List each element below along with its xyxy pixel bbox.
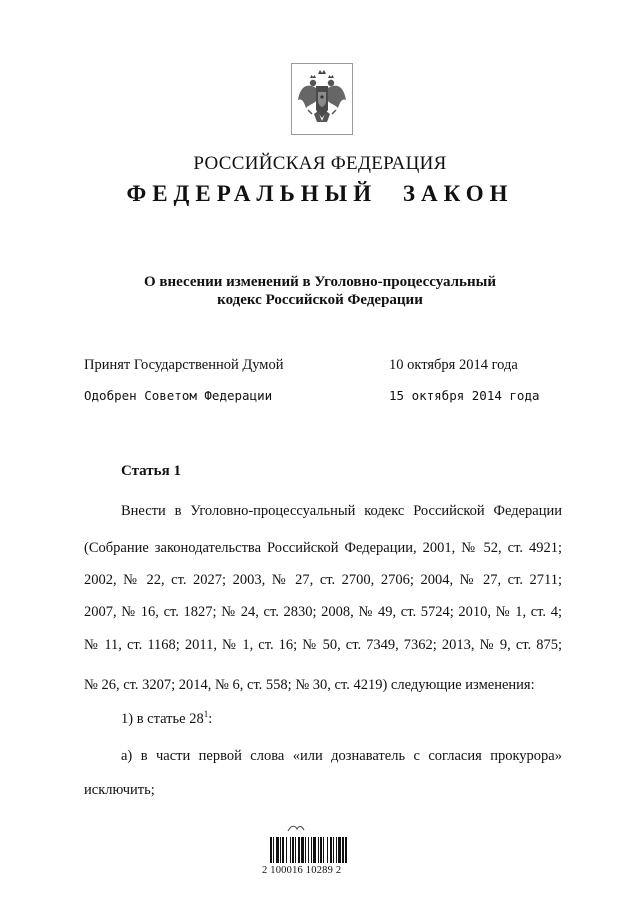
adoption-duma-row bbox=[84, 357, 564, 374]
adoption-label: Принят Государственной Думой bbox=[84, 357, 284, 373]
article-text-line: № 11, ст. 1168; 2011, № 1, ст. 16; № 50, ст. 7349, 7362; 2013, № 9, ст. 875; bbox=[84, 637, 562, 653]
article-text-line: 2007, № 16, ст. 1827; № 24, ст. 2830; 2008, № 49, ст. 5724; 2010, № 1, ст. 4; bbox=[84, 604, 562, 620]
barcode-number: 2 100016 10289 2 bbox=[262, 865, 342, 876]
double-headed-eagle-icon bbox=[292, 64, 352, 134]
law-title bbox=[0, 273, 640, 309]
article-subitem-a: а) в части первой слова «или дознаватель с согласия прокурора» bbox=[121, 748, 562, 764]
country-name: РОССИЙСКАЯ ФЕДЕРАЦИЯ bbox=[193, 153, 447, 174]
item-superscript: 1 bbox=[203, 709, 209, 720]
article-text-line: 2002, № 22, ст. 2027; 2003, № 27, ст. 2700, 2706; 2004, № 27, ст. 2711; bbox=[84, 572, 562, 588]
adoption-date: 15 октября 2014 года bbox=[389, 388, 540, 403]
item-text-end: : bbox=[208, 711, 213, 727]
adoption-council-row bbox=[84, 388, 564, 403]
article-item-1 bbox=[121, 711, 562, 728]
adoption-label: Одобрен Советом Федерации bbox=[84, 388, 273, 403]
law-title-line: кодекс Российской Федерации bbox=[217, 292, 423, 308]
article-text-line: № 26, ст. 3207; 2014, № 6, ст. 558; № 30, ст. 4219) следующие изменения: bbox=[84, 677, 535, 693]
article-heading: Статья 1 bbox=[121, 463, 181, 479]
law-title-line: О внесении изменений в Уголовно-процессуальный bbox=[143, 274, 496, 290]
article-text-line: (Собрание законодательства Российской Федерации, 2001, № 52, ст. 4921; bbox=[84, 540, 562, 556]
article-intro-line: Внести в Уголовно-процессуальный кодекс Российской Федерации bbox=[121, 503, 562, 519]
barcode-icon bbox=[270, 837, 363, 863]
state-emblem bbox=[291, 63, 353, 135]
document-type: ФЕДЕРАЛЬНЫЙ ЗАКОН bbox=[126, 181, 514, 206]
article-subitem-a-continued: исключить; bbox=[84, 782, 155, 798]
adoption-date: 10 октября 2014 года bbox=[389, 357, 518, 373]
item-text: 1) в статье 28 bbox=[121, 711, 204, 727]
stamp-mark-icon bbox=[287, 823, 305, 833]
